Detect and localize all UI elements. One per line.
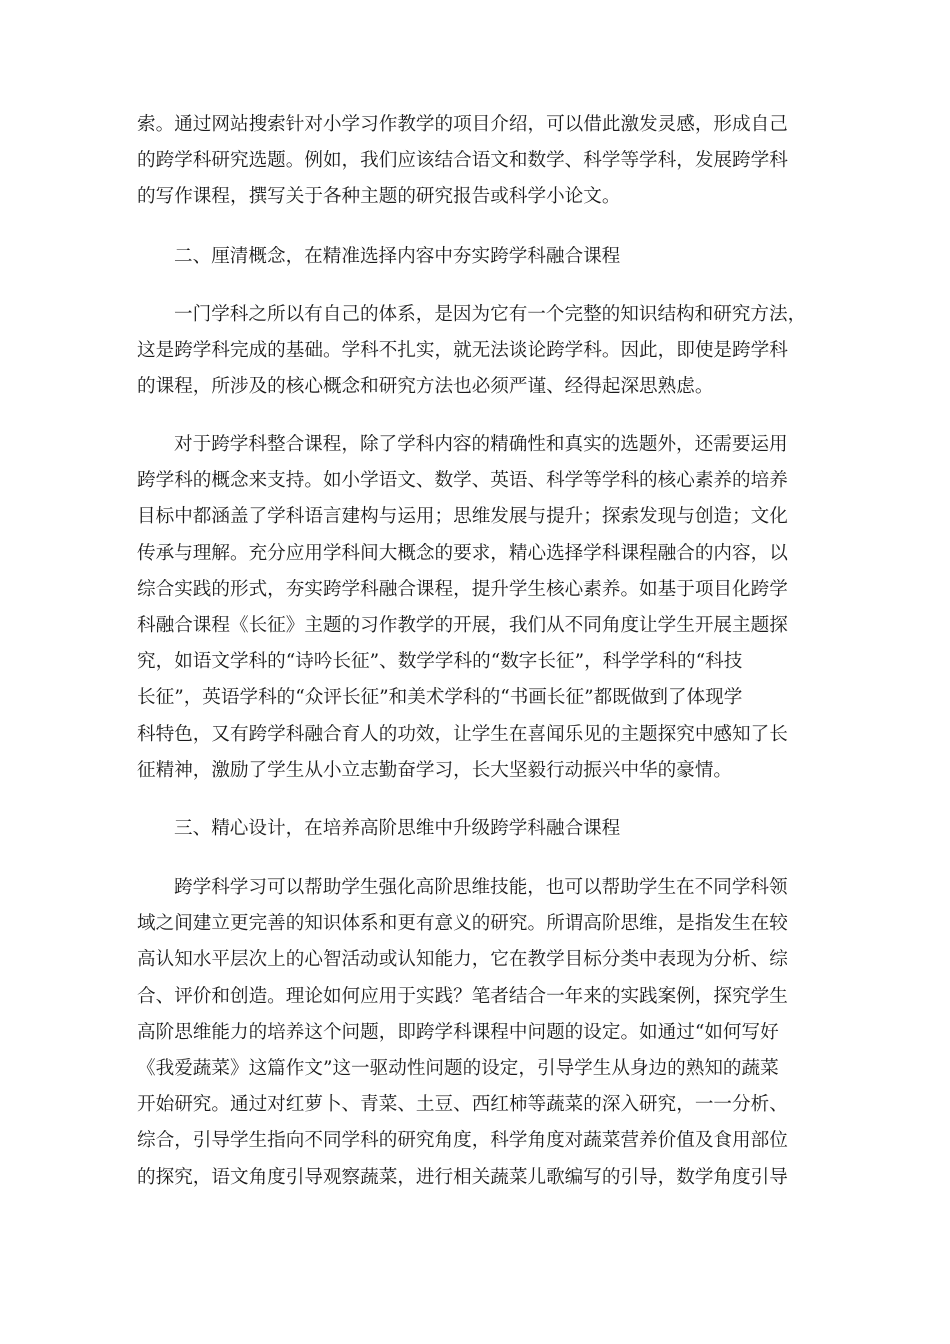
text-line: 的跨学科研究选题。例如，我们应该结合语文和数学、科学等学科，发展跨学科 — [137, 150, 788, 172]
heading-text: 三、精心设计，在培养高阶思维中升级跨学科融合课程 — [174, 818, 621, 839]
text-line: 高阶思维能力的培养这个问题，即跨学科课程中问题的设定。如通过“如何写好 — [137, 1021, 779, 1043]
text-line: 科融合课程《长征》主题的习作教学的开展，我们从不同角度让学生开展主题探 — [137, 614, 788, 636]
paragraph-3 — [137, 870, 817, 1196]
section-heading-3 — [137, 811, 817, 847]
paragraph-2 — [137, 427, 817, 789]
paragraph-1 — [137, 297, 817, 406]
text-line: 高认知水平层次上的心智活动或认知能力，它在教学目标分类中表现为分析、综 — [137, 949, 788, 971]
text-line: 索。通过网站搜索针对小学习作教学的项目介绍，可以借此激发灵感，形成自己 — [137, 114, 788, 135]
heading-text: 二、厘清概念，在精准选择内容中夯实跨学科融合课程 — [174, 246, 621, 267]
text-line: 合、评价和创造。理论如何应用于实践？笔者结合一年来的实践案例，探究学生 — [137, 985, 788, 1007]
text-line: 征精神，激励了学生从小立志勤奋学习，长大坚毅行动振兴中华的豪情。 — [137, 759, 733, 781]
text-line: 开始研究。通过对红萝卜、青菜、土豆、西红柿等蔬菜的深入研究，一一分析、 — [137, 1094, 788, 1116]
text-line: 域之间建立更完善的知识体系和更有意义的研究。所谓高阶思维，是指发生在较 — [137, 913, 788, 935]
text-line: 究，如语文学科的“诗吟长征”、数学学科的“数字长征”，科学学科的“科技 — [137, 651, 743, 673]
text-line: 《我爱蔬菜》这篇作文”这一驱动性问题的设定，引导学生从身边的熟知的蔬菜 — [137, 1057, 779, 1079]
text-line: 长征”，英语学科的“众评长征”和美术学科的“书画长征”都既做到了体现学 — [137, 687, 743, 709]
text-line: 目标中都涵盖了学科语言建构与运用；思维发展与提升；探索发现与创造；文化 — [137, 506, 788, 528]
text-line: 综合，引导学生指向不同学科的研究角度，科学角度对蔬菜营养价值及食用部位 — [137, 1130, 788, 1152]
text-line: 综合实践的形式，夯实跨学科融合课程，提升学生核心素养。如基于项目化跨学 — [137, 578, 788, 600]
section-heading-2 — [137, 239, 817, 275]
text-line: 的写作课程，撰写关于各种主题的研究报告或科学小论文。 — [137, 186, 621, 208]
text-line: 的探究，语文角度引导观察蔬菜，进行相关蔬菜儿歌编写的引导，数学角度引导 — [137, 1166, 788, 1188]
paragraph-continuation — [137, 107, 817, 216]
text-line: 一门学科之所以有自己的体系，是因为它有一个完整的知识结构和研究方法， — [174, 304, 807, 325]
text-line: 跨学科学习可以帮助学生强化高阶思维技能，也可以帮助学生在不同学科领 — [174, 877, 788, 898]
text-line: 这是跨学科完成的基础。学科不扎实，就无法谈论跨学科。因此，即使是跨学科 — [137, 340, 788, 362]
text-line: 传承与理解。充分应用学科间大概念的要求，精心选择学科课程融合的内容，以 — [137, 542, 788, 564]
text-line: 的课程，所涉及的核心概念和研究方法也必须严谨、经得起深思熟虑。 — [137, 376, 714, 398]
text-line: 对于跨学科整合课程，除了学科内容的精确性和真实的选题外，还需要运用 — [174, 434, 788, 455]
text-line: 跨学科的概念来支持。如小学语文、数学、英语、科学等学科的核心素养的培养 — [137, 470, 788, 492]
text-line: 科特色，又有跨学科融合育人的功效，让学生在喜闻乐见的主题探究中感知了长 — [137, 723, 788, 745]
